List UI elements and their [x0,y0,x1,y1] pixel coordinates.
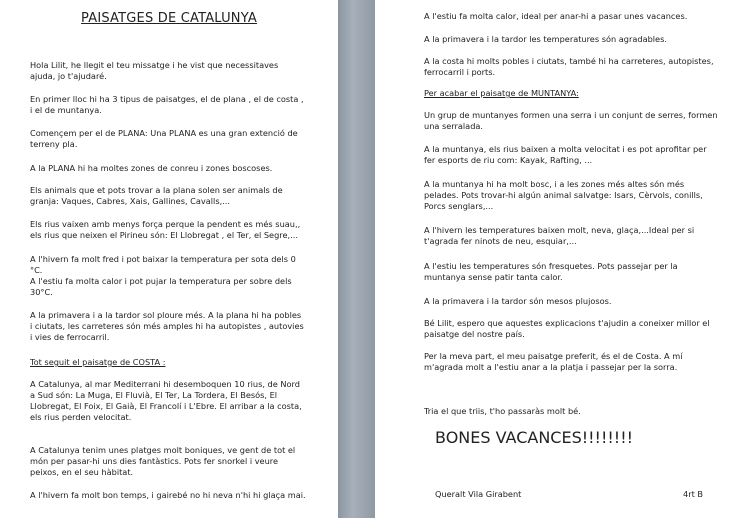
paragraph: A Catalunya tenim unes platges molt boniques, ve gent de tot el món per pasar-hi uns dies fantàstics. Pots fer snorkel i veure peixos, en el seu hàbitat. [30,445,296,477]
paragraph: A la primavera i la tardor són mesos plujosos. [424,296,612,306]
paragraph: En primer lloc hi ha 3 tipus de paisatges, el de plana , el de costa , i el de muntanya. [30,94,304,115]
closing-greeting: BONES VACANCES!!!!!!!! [435,428,634,447]
paragraph: Hola Lilit, he llegit el teu missatge i he vist que necessitaves ajuda, jo t'ajudaré. [30,60,279,81]
paragraph: A la PLANA hi ha moltes zones de conreu i zones boscoses. [30,163,273,173]
paragraph: Els animals que et pots trovar a la plana solen ser animals de granja: Vaques, Cabres, Xais, Gallines, Cavalls,... [30,185,283,206]
paragraph: Els rius vaixen amb menys força perque la pendent es més suau,, els rius que neixen el Pirineu són: El Llobregat , el Ter, el Segre,... [30,219,301,240]
section-heading-plana: Començem per el de PLANA: Una PLANA es una gran extenció de terreny pla. [30,128,298,149]
paragraph: A la muntanya hi ha molt bosc, i a les zones més altes són més pelades. Pots trovar-hi algún animal salvatge: Isars, Cèrvols, conills, Porcs senglars,... [424,179,703,211]
paragraph: A la primavera i a la tardor sol ploure més. A la plana hi ha pobles i ciutats, les carreteres són més amples hi ha autopistes , autovies i vies de ferrocarril. [30,310,304,342]
paragraph: A Catalunya, al mar Mediterrani hi desemboquen 10 rius, de Nord a Sud són: La Muga, El Fluvià, El Ter, La Tordera, El Besós, El Llobregat, El Foix, El Gaià, El Francolí i L'Ebre. El arribar a la costa, els rius perden velocitat. [30,379,302,422]
paragraph: A l'estiu les temperatures són fresquetes. Pots passejar per la muntanya sense patir tanta calor. [424,261,678,282]
class-label: 4rt B [683,489,704,499]
section-heading-costa: Tot seguit el paisatge de COSTA : [30,357,166,367]
paragraph: A l'estiu fa molta calor i pot pujar la temperatura per sobre dels 30°C. [30,276,292,297]
document-page-right [375,0,732,518]
paragraph: Bé Lilit, espero que aquestes explicacions t'ajudin a coneixer millor el paisatge del nostre país. [424,318,710,339]
paragraph: Per la meva part, el meu paisatge preferit, és el de Costa. A mí m'agrada molt a l'estiu anar a la platja i passejar per la sorra. [424,351,683,372]
paragraph: A la muntanya, els rius baixen a molta velocitat i es pot aprofitar per fer esports de riu com: Kayak, Rafting, ... [424,144,707,165]
paragraph: A la costa hi molts pobles i ciutats, també hi ha carreteres, autopistes, ferrocarril i ports. [424,56,714,77]
paragraph: A la primavera i la tardor les temperatures són agradables. [424,34,667,44]
section-heading-muntanya: Per acabar el paisatge de MUNTANYA: [424,88,579,98]
paragraph: Tria el que triis, t'ho passaràs molt bé. [424,406,581,416]
page-gutter [338,0,375,518]
paragraph: A l'estiu fa molta calor, ideal per anar-hi a pasar unes vacances. [424,11,688,21]
paragraph: A l'hivern les temperatures baixen molt, neva, glaça,...Ideal per si t'agrada fer ninots de neu, esquiar,... [424,225,695,246]
page-title: PAISATGES DE CATALUNYA [81,11,257,26]
document-page-left [0,0,338,518]
paragraph: Un grup de muntanyes formen una serra i un conjunt de serres, formen una serralada. [424,110,718,131]
author-name: Queralt Vila Girabent [435,489,522,499]
paragraph: A l'hivern fa molt bon temps, i gairebé no hi neva n'hi hi glaça mai. [30,490,306,500]
paragraph: A l'hivern fa molt fred i pot baixar la temperatura per sota dels 0 °C. [30,254,296,275]
